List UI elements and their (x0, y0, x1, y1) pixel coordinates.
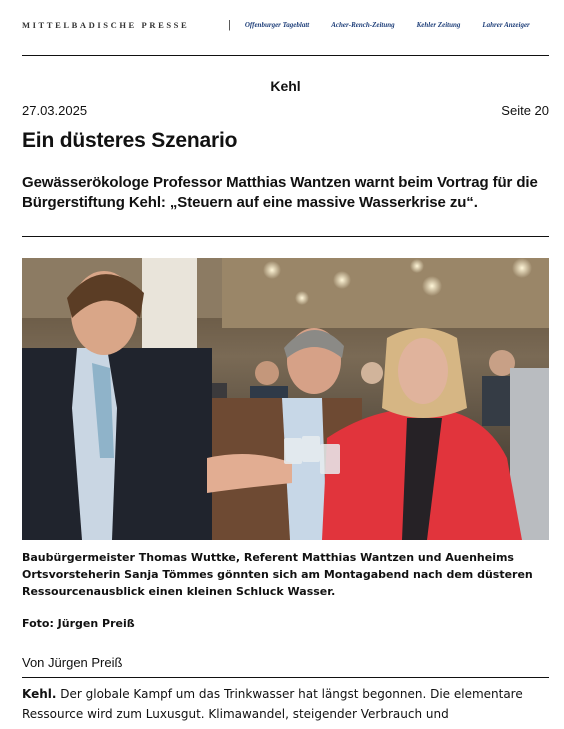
photo-caption: Baubürgermeister Thomas Wuttke, Referent Matthias Wantzen und Auenheims Ortsvorsteherin Sanja Tömmes gönnten sich am Montagabend nach dem düsteren Ressourcenausblick einen kleinen Schluck Wasser. (22, 551, 533, 598)
newspaper-title[interactable]: Acher-Rench-Zeitung (331, 21, 395, 29)
photo-credit: Foto: Jürgen Preiß (22, 617, 135, 630)
newspaper-title[interactable]: Offenburger Tageblatt (244, 21, 310, 29)
byline-divider (22, 677, 549, 678)
article-photo (22, 258, 549, 540)
newspaper-title[interactable]: Kehler Zeitung (416, 21, 461, 29)
section-title: Kehl (270, 78, 301, 94)
newspaper-title[interactable]: Lahrer Anzeiger (482, 21, 530, 29)
newspaper-list (245, 21, 530, 29)
dateline: Kehl. (22, 687, 57, 701)
publisher-brand: MITTELBADISCHE PRESSE (22, 20, 190, 30)
publication-date: 27.03.2025 (22, 103, 88, 118)
masthead-separator: | (228, 19, 231, 31)
article-body (22, 684, 549, 724)
byline: Von Jürgen Preiß (22, 655, 123, 670)
header-divider (22, 236, 549, 237)
body-paragraph: Der globale Kampf um das Trinkwasser hat längst begonnen. Die elementare Ressource wird zum Luxusgut. Klimawandel, steigender Verbrauch und (22, 687, 523, 721)
article-headline: Ein düsteres Szenario (22, 129, 238, 152)
masthead (22, 14, 549, 36)
masthead-divider (22, 55, 549, 56)
photo-illustration (22, 258, 549, 540)
article-subheadline: Gewässerökologe Professor Matthias Wantzen warnt beim Vortrag für die Bürgerstiftung Kehl: „Steuern auf eine massive Wasserkrise zu“. (22, 174, 538, 211)
page-number: Seite 20 (501, 103, 549, 118)
